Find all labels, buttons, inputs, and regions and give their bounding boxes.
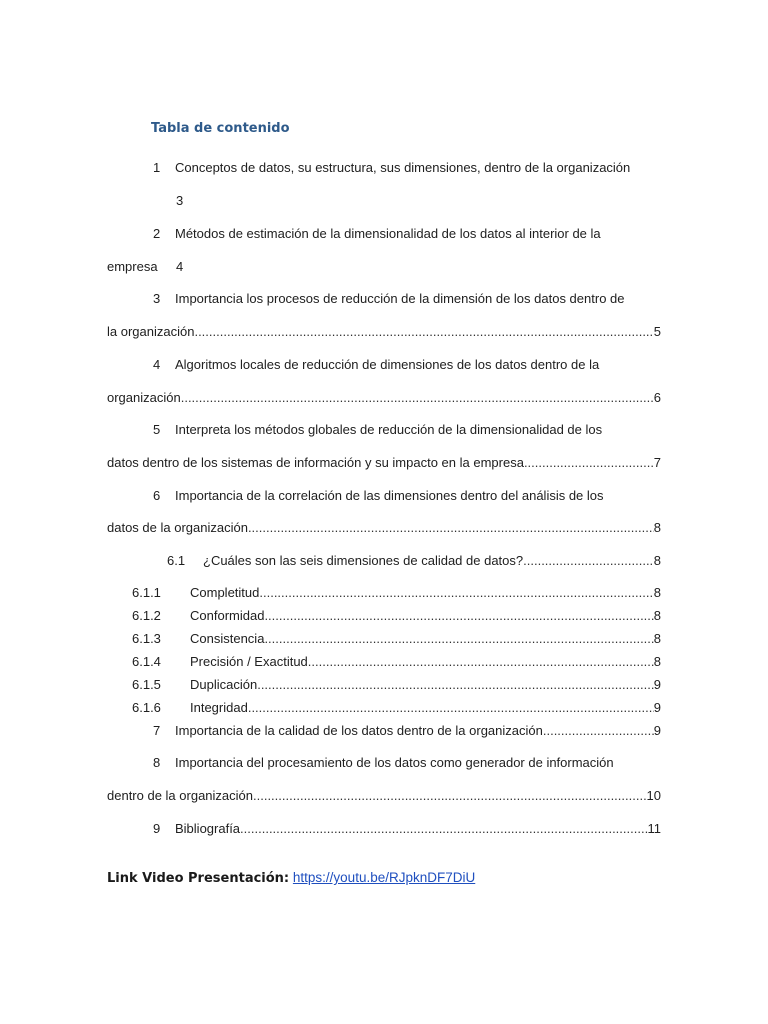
dot-leader	[524, 453, 654, 473]
toc-entry-page: 4	[176, 259, 184, 274]
dot-leader	[194, 322, 653, 342]
toc-entry-page: 7	[653, 455, 661, 470]
toc-entry-6[interactable]	[107, 486, 661, 506]
dot-leader	[264, 629, 653, 649]
toc-entry-page: 8	[653, 654, 661, 669]
video-link[interactable]: https://youtu.be/RJpknDF7DiU	[292, 870, 476, 885]
toc-entry-6-1[interactable]	[107, 551, 661, 571]
toc-entry-number: 6.1.4	[132, 654, 161, 669]
toc-entry-number: 6.1.2	[132, 608, 161, 623]
toc-entry-number: 2	[153, 226, 161, 241]
toc-entry-page: 8	[653, 553, 661, 568]
toc-entry-number: 5	[153, 422, 161, 437]
dot-leader	[240, 819, 647, 839]
toc-title: Tabla de contenido	[151, 121, 290, 136]
toc-entry-text: Importancia de la correlación de las dimensiones dentro del análisis de los	[175, 488, 604, 503]
toc-entry-text: Consistencia	[190, 631, 265, 646]
toc-entry-page: 8	[653, 608, 661, 623]
toc-entry-6-1-6[interactable]	[107, 698, 661, 718]
toc-entry-1[interactable]	[107, 158, 661, 178]
video-link-label: Link Video Presentación:	[107, 871, 290, 886]
toc-entry-text-cont: la organización	[107, 324, 195, 339]
dot-leader	[259, 583, 653, 603]
toc-entry-9[interactable]	[107, 819, 661, 839]
dot-leader	[248, 698, 654, 718]
toc-entry-number: 8	[153, 755, 161, 770]
toc-entry-page: 3	[176, 193, 184, 208]
toc-entry-number: 6.1.6	[132, 700, 161, 715]
toc-entry-text-cont: organización	[107, 390, 181, 405]
toc-entry-1-page-line[interactable]	[107, 191, 661, 211]
toc-entry-text: Importancia los procesos de reducción de la dimensión de los datos dentro de	[175, 291, 625, 306]
toc-entry-5[interactable]	[107, 420, 661, 440]
dot-leader	[308, 652, 654, 672]
toc-entry-number: 3	[153, 291, 161, 306]
toc-entry-page: 5	[653, 324, 661, 339]
toc-entry-number: 6.1.3	[132, 631, 161, 646]
toc-entry-6-cont[interactable]	[107, 518, 661, 538]
toc-entry-6-1-4[interactable]	[107, 652, 661, 672]
dot-leader	[248, 518, 654, 538]
toc-entry-page: 10	[646, 788, 661, 803]
toc-entry-page: 8	[653, 585, 661, 600]
dot-leader	[264, 606, 653, 626]
toc-entry-3[interactable]	[107, 289, 661, 309]
toc-entry-page: 9	[653, 723, 661, 738]
toc-entry-number: 6.1.5	[132, 677, 161, 692]
toc-entry-page: 9	[653, 700, 661, 715]
toc-entry-8[interactable]	[107, 753, 661, 773]
toc-entry-text-cont: datos de la organización	[107, 520, 248, 535]
toc-entry-text-cont: dentro de la organización	[107, 788, 253, 803]
dot-leader	[543, 721, 654, 741]
toc-entry-number: 6.1.1	[132, 585, 161, 600]
toc-entry-text: Conceptos de datos, su estructura, sus dimensiones, dentro de la organización	[175, 160, 631, 175]
toc-entry-6-1-5[interactable]	[107, 675, 661, 695]
toc-entry-6-1-1[interactable]	[107, 583, 661, 603]
toc-entry-4-cont[interactable]	[107, 388, 661, 408]
toc-entry-text: Métodos de estimación de la dimensionalidad de los datos al interior de la	[175, 226, 601, 241]
toc-entry-page: 8	[653, 631, 661, 646]
toc-entry-text: Bibliografía	[175, 821, 241, 836]
toc-entry-text-cont: empresa	[107, 259, 158, 274]
toc-entry-6-1-3[interactable]	[107, 629, 661, 649]
toc-entry-3-cont[interactable]	[107, 322, 661, 342]
toc-entry-number: 9	[153, 821, 161, 836]
toc-entry-page: 9	[653, 677, 661, 692]
dot-leader	[253, 786, 647, 806]
toc-entry-number: 7	[153, 723, 161, 738]
toc-entry-8-cont[interactable]	[107, 786, 661, 806]
toc-entry-page: 6	[653, 390, 661, 405]
toc-entry-4[interactable]	[107, 355, 661, 375]
dot-leader	[523, 551, 654, 571]
toc-entry-text: Interpreta los métodos globales de reducción de la dimensionalidad de los	[175, 422, 603, 437]
toc-entry-number: 6	[153, 488, 161, 503]
toc-entry-text: Importancia de la calidad de los datos dentro de la organización	[175, 723, 543, 738]
toc-entry-text: Algoritmos locales de reducción de dimensiones de los datos dentro de la	[175, 357, 600, 372]
toc-entry-6-1-2[interactable]	[107, 606, 661, 626]
toc-entry-text: Integridad	[190, 700, 248, 715]
toc-entry-text: Precisión / Exactitud	[190, 654, 308, 669]
toc-entry-text: Completitud	[190, 585, 260, 600]
toc-entry-number: 4	[153, 357, 161, 372]
toc-entry-5-cont[interactable]	[107, 453, 661, 473]
dot-leader	[181, 388, 654, 408]
toc-entry-text: Importancia del procesamiento de los datos como generador de información	[175, 755, 614, 770]
toc-entry-2[interactable]	[107, 224, 661, 244]
dot-leader	[257, 675, 654, 695]
toc-entry-page: 8	[653, 520, 661, 535]
toc-entry-text-cont: datos dentro de los sistemas de información y su impacto en la empresa	[107, 455, 524, 470]
video-link-line	[107, 868, 475, 889]
toc-entry-page: 11	[647, 821, 661, 836]
toc-entry-number: 1	[153, 160, 161, 175]
toc-entry-text: Conformidad	[190, 608, 265, 623]
toc-entry-text: Duplicación	[190, 677, 258, 692]
toc-entry-text: ¿Cuáles son las seis dimensiones de calidad de datos?	[203, 553, 524, 568]
toc-entry-2-cont[interactable]	[107, 257, 661, 277]
toc-entry-7[interactable]	[107, 721, 661, 741]
toc-entry-number: 6.1	[167, 553, 186, 568]
